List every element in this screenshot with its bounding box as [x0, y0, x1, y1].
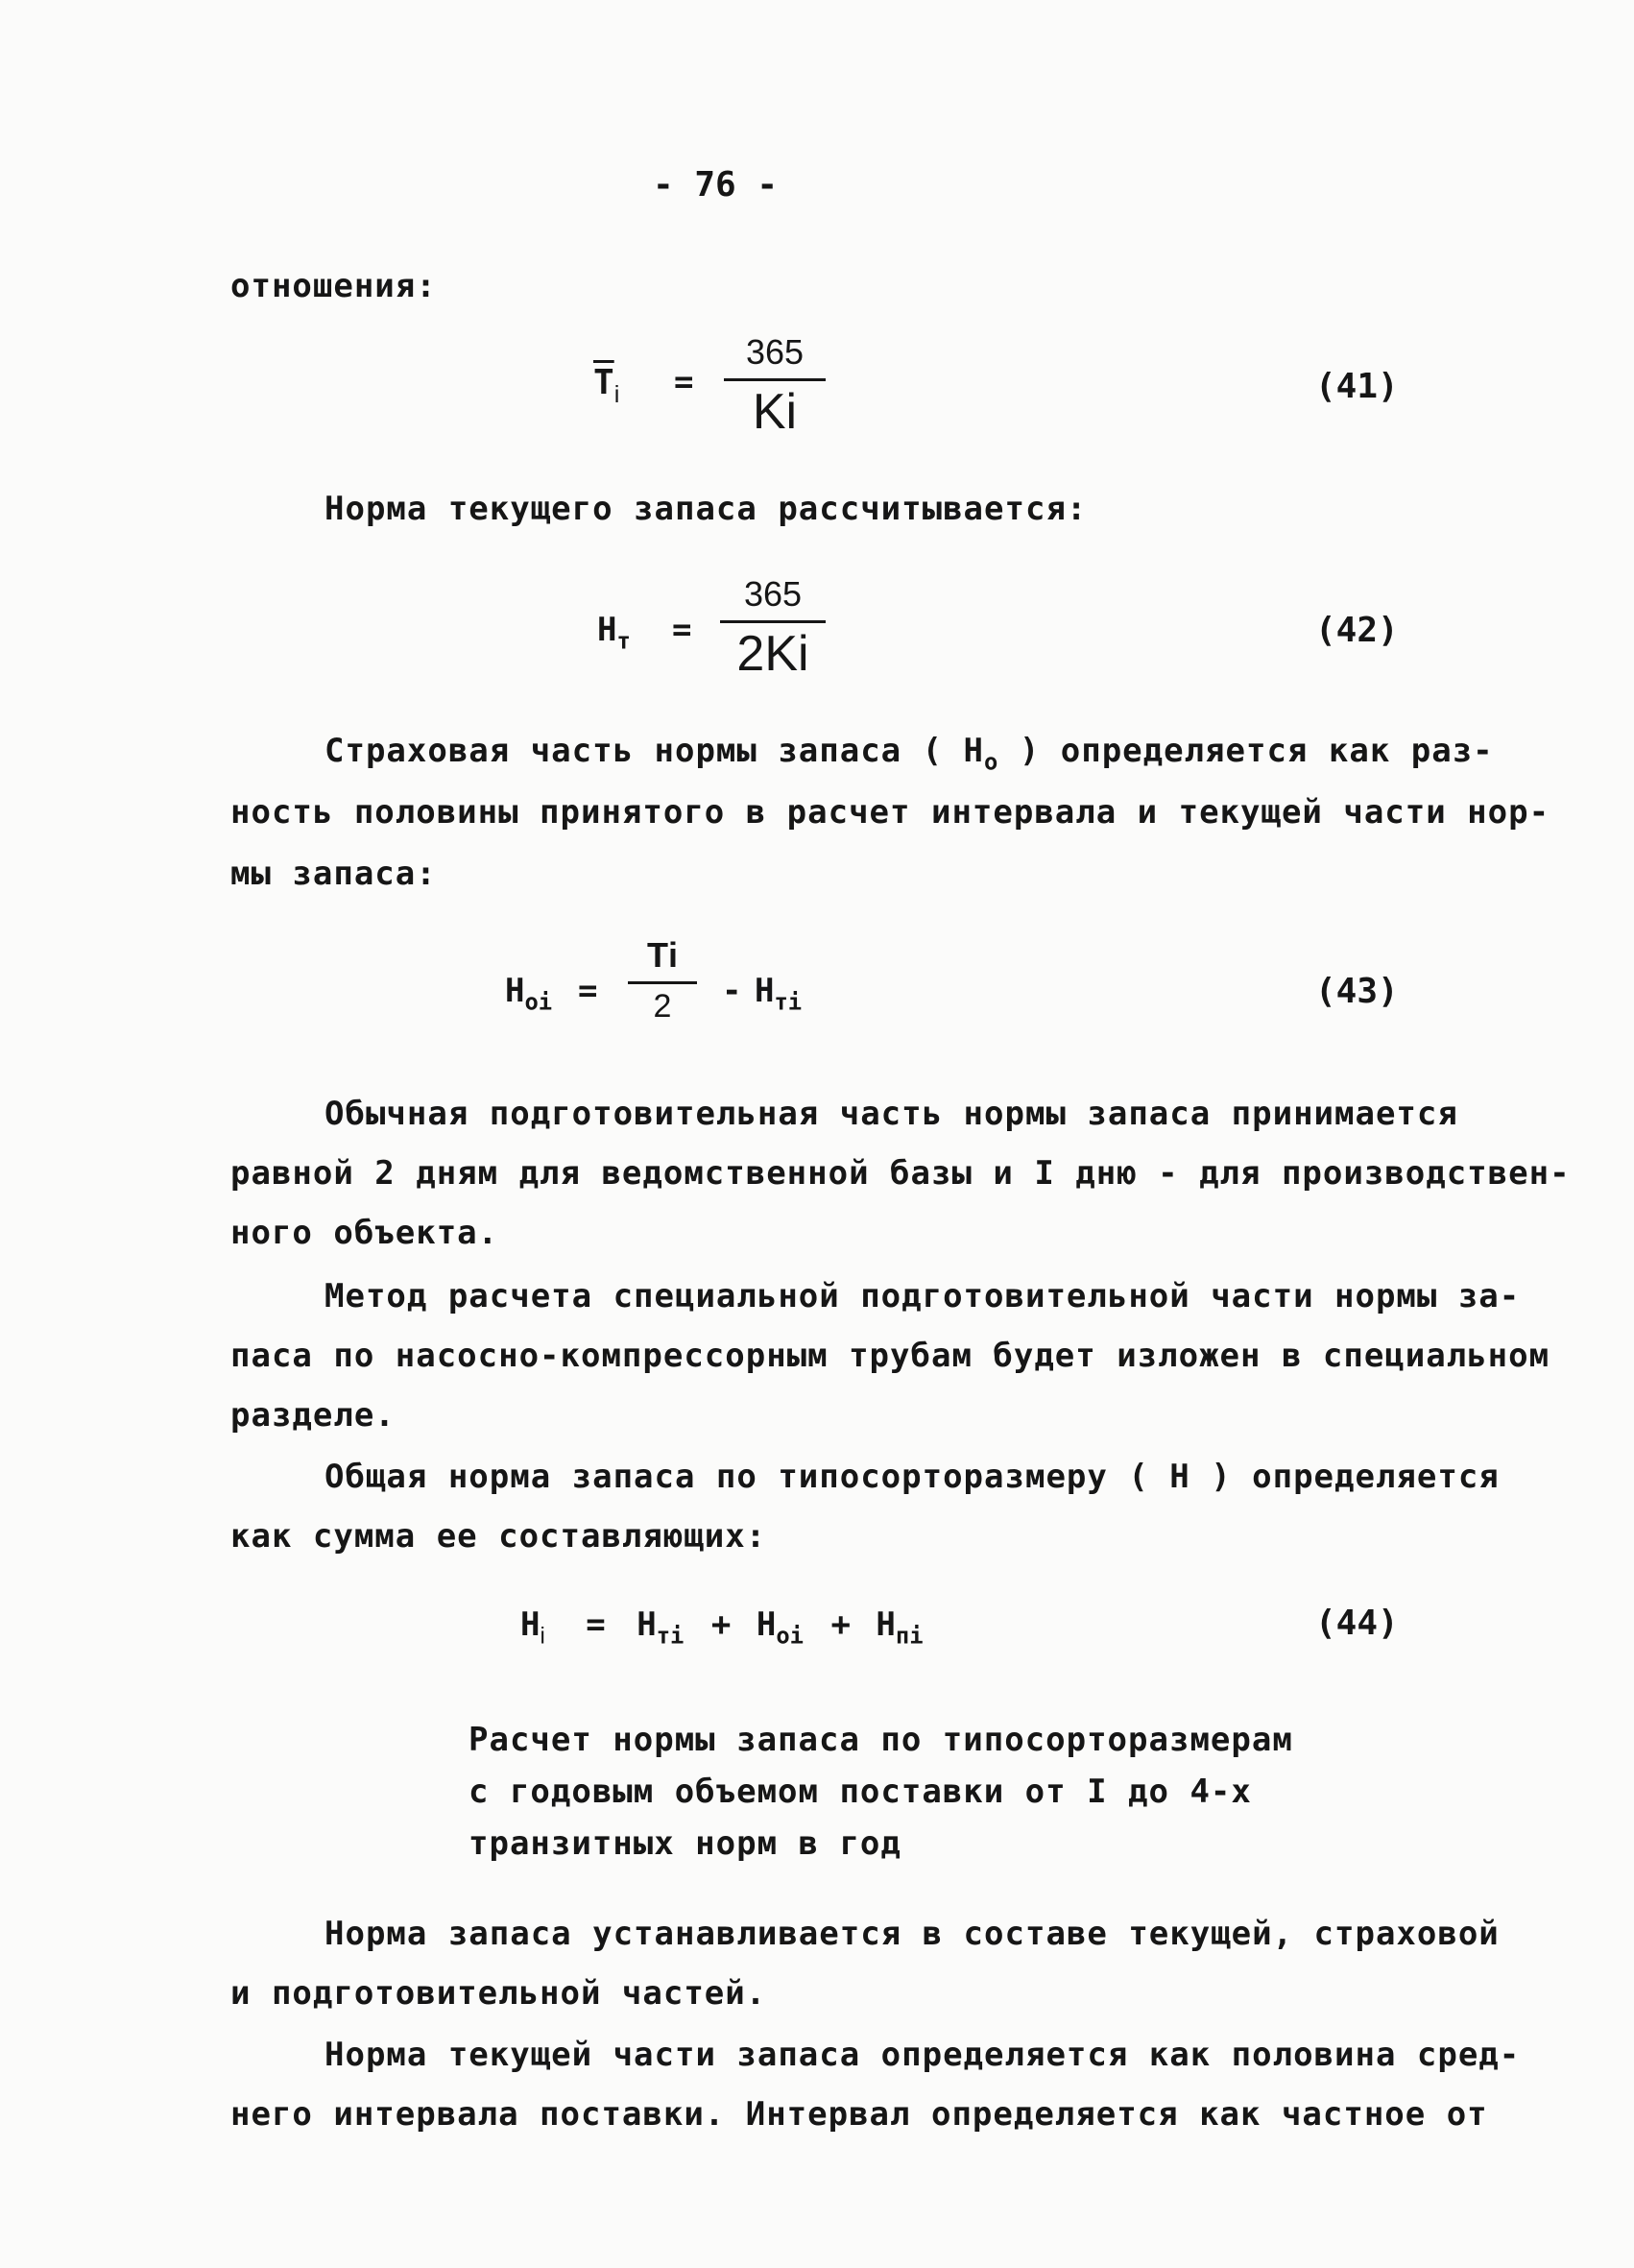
para-total-line-2: как сумма ее составляющих:	[230, 1517, 767, 1556]
eq42-number: (42)	[1315, 611, 1399, 650]
eq44-t3-var: Н	[876, 1605, 896, 1644]
eq44-t1-var: Н	[637, 1605, 657, 1644]
para-current-norm: Норма текущего запаса рассчитывается:	[324, 490, 1088, 528]
eq43-lhs-var: Н	[505, 972, 525, 1010]
eq43-fraction	[628, 935, 697, 1025]
eq42-lhs-sub: т	[616, 627, 631, 655]
para-composition-line-1: Норма запаса устанавливается в составе текущей, страховой	[324, 1915, 1500, 1953]
eq42-fraction	[720, 574, 826, 681]
eq43-fraction-bar	[628, 981, 697, 984]
para-method-line-1: Метод расчета специальной подготовительной части нормы за-	[324, 1277, 1521, 1315]
eq44-lhs-var: Н	[520, 1605, 541, 1644]
eq44-t2-sub: оi	[776, 1622, 804, 1650]
para-prep-line-3: ного объекта.	[230, 1214, 499, 1252]
section-heading-line-3: транзитных норм в год	[469, 1824, 901, 1863]
eq44-t1-sub: тi	[656, 1622, 685, 1650]
eq43-number: (43)	[1315, 972, 1399, 1011]
eq43-denominator: 2	[653, 988, 672, 1025]
eq43-equals: =	[578, 972, 598, 1010]
eq41-lhs-sub: i	[613, 380, 620, 408]
para-prep-line-1: Обычная подготовительная часть нормы запаса принимается	[324, 1095, 1458, 1133]
para-method-line-3: разделе.	[230, 1396, 396, 1435]
eq43-numerator: Тi	[647, 935, 678, 975]
eq41-number: (41)	[1315, 367, 1399, 406]
para-safety-line-1	[324, 732, 1494, 775]
eq43-minus: -	[722, 972, 742, 1010]
para-total-line-1: Общая норма запаса по типосорторазмеру ( Н ) определяется	[324, 1458, 1500, 1496]
para-safety-text-b: ) определяется как раз-	[998, 732, 1494, 770]
eq44-plus-1: +	[710, 1605, 732, 1644]
eq41-fraction	[724, 332, 826, 439]
equation-44	[520, 1605, 924, 1650]
eq42-numerator: 365	[743, 574, 803, 614]
section-heading-line-2: с годовым объемом поставки от I до 4-х	[469, 1773, 1252, 1811]
eq41-lhs-var: Т	[593, 363, 614, 402]
page-number: - 76 -	[653, 165, 779, 205]
eq41-fraction-bar	[724, 378, 826, 381]
eq44-t3-sub: пi	[895, 1622, 924, 1650]
eq41-numerator: 365	[745, 332, 805, 372]
para-interval-line-2: него интервала поставки. Интервал определяется как частное от	[230, 2095, 1488, 2134]
para-prep-line-2: равной 2 дням для ведомственной базы и I дню - для производствен-	[230, 1154, 1571, 1193]
eq44-number: (44)	[1315, 1604, 1399, 1643]
eq41-equals: =	[674, 363, 694, 401]
para-composition-line-2: и подготовительной частей.	[230, 1974, 767, 2013]
eq43-lhs-sub: оi	[524, 988, 553, 1016]
para-interval-line-1: Норма текущей части запаса определяется как половина сред-	[324, 2036, 1521, 2074]
eq44-plus-2: +	[830, 1605, 851, 1644]
eq44-t2-var: Н	[756, 1605, 777, 1644]
section-heading-line-1: Расчет нормы запаса по типосорторазмерам	[469, 1721, 1293, 1759]
eq41-denominator: Ki	[752, 384, 798, 440]
para-safety-line-3: мы запаса:	[230, 855, 437, 893]
para-safety-sub: о	[984, 748, 999, 776]
eq44-equals: =	[586, 1605, 606, 1644]
eq42-denominator: 2Ki	[736, 626, 809, 682]
eq43-rhs-sub: тi	[774, 988, 803, 1016]
eq42-equals: =	[672, 611, 692, 649]
eq44-lhs-sub: i	[540, 1623, 545, 1650]
para-method-line-2: паса по насосно-компрессорным трубам будет изложен в специальном	[230, 1337, 1550, 1375]
para-safety-text-a: Страховая часть нормы запаса ( Н	[324, 732, 985, 770]
eq42-lhs-var: Н	[597, 611, 617, 649]
eq42-fraction-bar	[720, 620, 826, 623]
para-safety-line-2: ность половины принятого в расчет интервала и текущей части нор-	[230, 793, 1550, 832]
intro-line: отношения:	[230, 267, 437, 305]
eq43-rhs-var: Н	[755, 972, 775, 1010]
